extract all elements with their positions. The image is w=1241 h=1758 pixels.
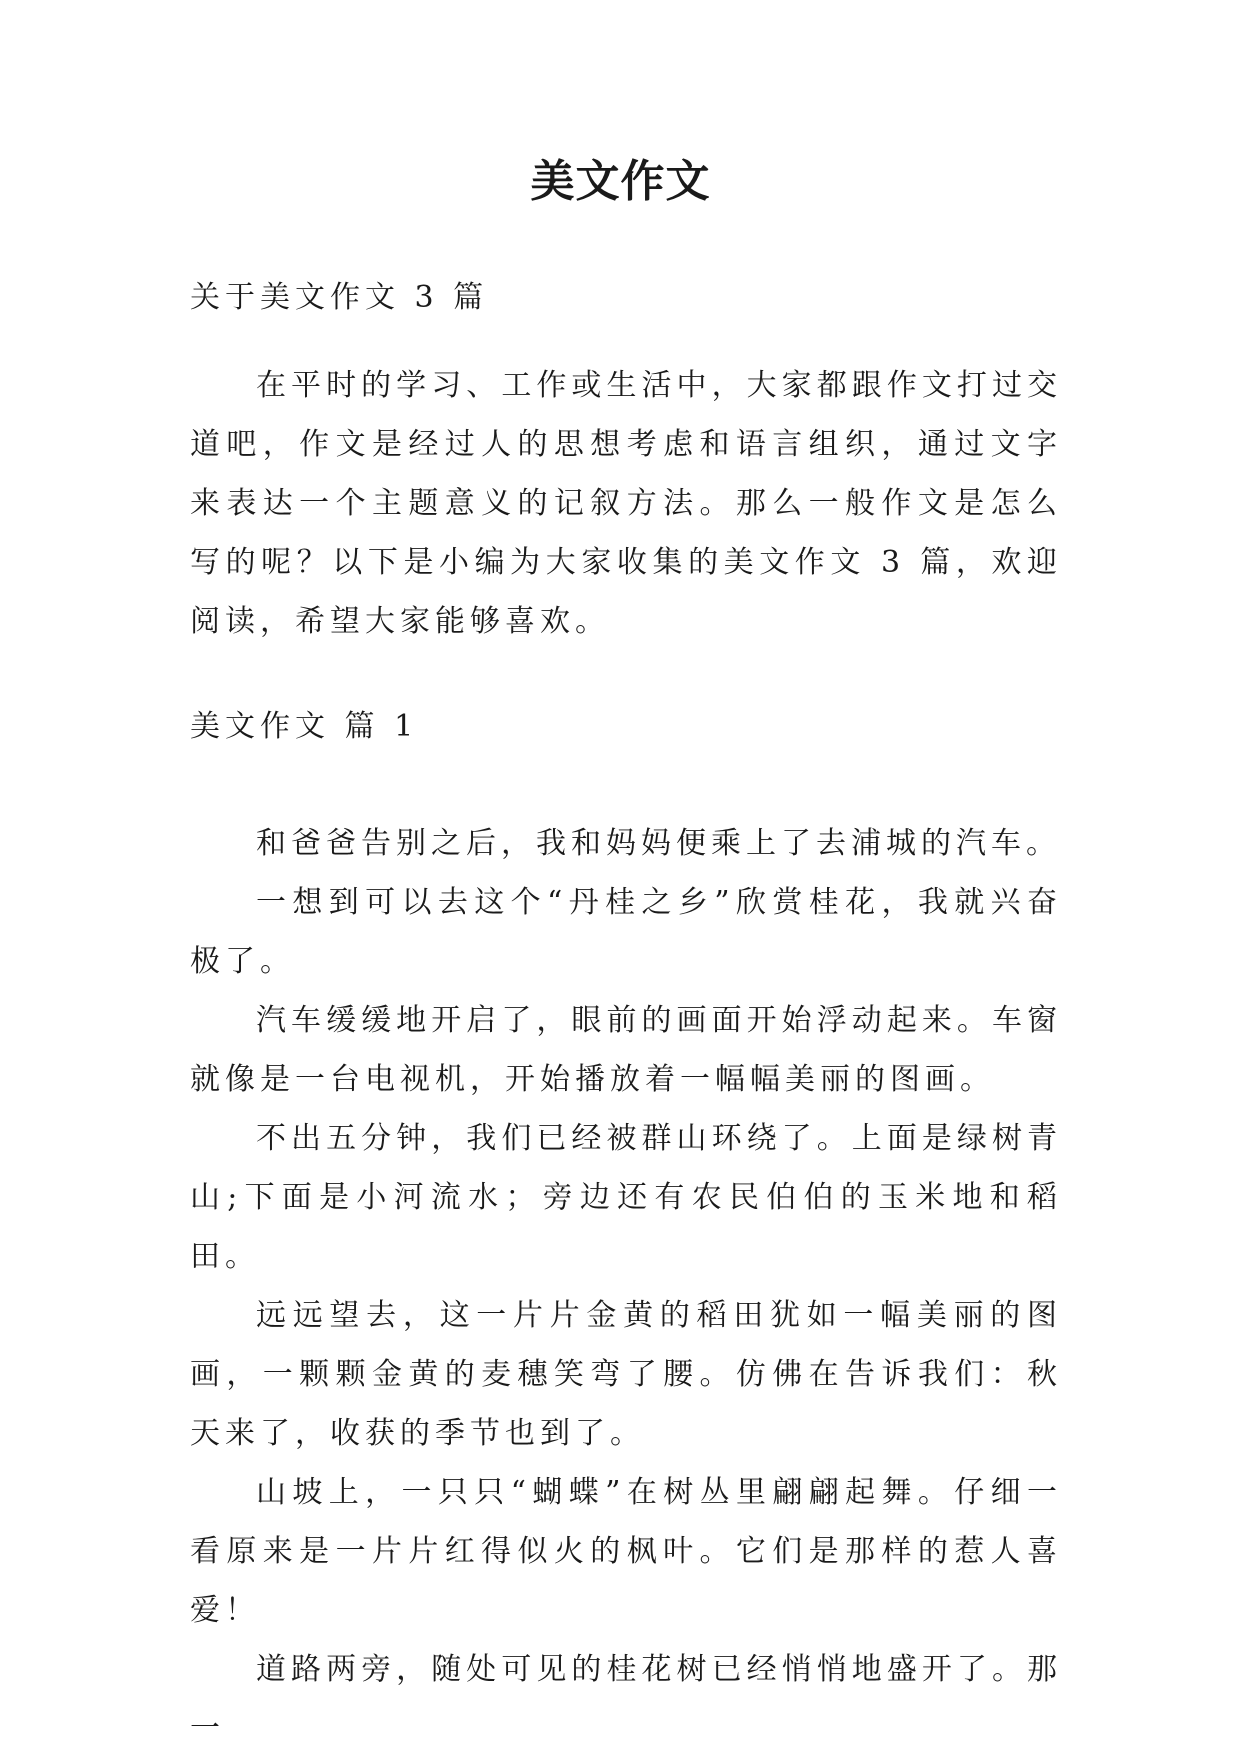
body-paragraph: 汽车缓缓地开启了，眼前的画面开始浮动起来。车窗就像是一台电视机，开始播放着一幅幅美丽的图画。 [190, 1003, 1062, 1097]
body-paragraph: 和爸爸告别之后，我和妈妈便乘上了去浦城的汽车。 [256, 826, 1061, 861]
body-paragraph: 道路两旁，随处可见的桂花树已经悄悄地盛开了。那一 [190, 1652, 1062, 1746]
body-paragraph: 不出五分钟，我们已经被群山环绕了。上面是绿树青山;下面是小河流水；旁边还有农民伯伯的玉米地和稻田。 [190, 1121, 1062, 1274]
body-paragraph: 山坡上，一只只“蝴蝶”在树丛里翩翩起舞。仔细一看原来是一片片红得似火的枫叶。它们是那样的惹人喜爱！ [190, 1475, 1062, 1628]
document-subtitle: 关于美文作文 3 篇 [190, 280, 489, 315]
body-paragraph: 远远望去，这一片片金黄的稻田犹如一幅美丽的图画，一颗颗金黄的麦穗笑弯了腰。仿佛在告诉我们：秋天来了，收获的季节也到了。 [190, 1298, 1062, 1451]
intro-paragraph: 在平时的学习、工作或生活中，大家都跟作文打过交道吧，作文是经过人的思想考虑和语言组织，通过文字来表达一个主题意义的记叙方法。那么一般作文是怎么写的呢？以下是小编为大家收集的美文作文 3 篇，欢迎阅读，希望大家能够喜欢。 [190, 368, 1062, 639]
section-body [190, 814, 1062, 1758]
document-title: 美文作文 [530, 156, 711, 207]
section-heading: 美文作文 篇 1 [190, 709, 419, 744]
body-paragraph: 一想到可以去这个“丹桂之乡”欣赏桂花，我就兴奋极了。 [190, 885, 1062, 979]
